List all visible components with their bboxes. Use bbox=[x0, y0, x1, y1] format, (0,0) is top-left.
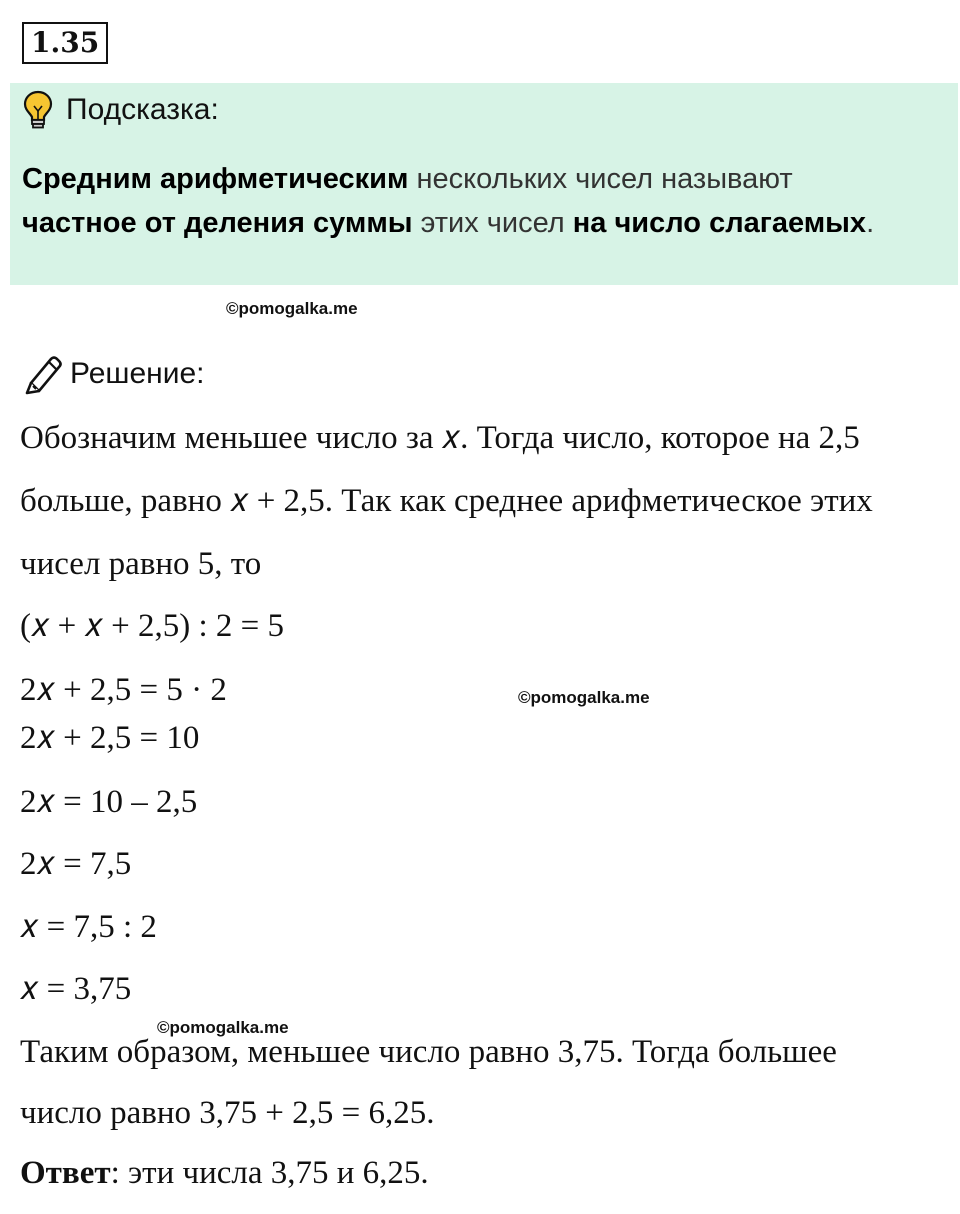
equation-line: 2𝑥 + 2,5 = 10 bbox=[20, 720, 200, 756]
equation-line: 2𝑥 + 2,5 = 5 · 2 bbox=[20, 672, 227, 708]
equation-line: 𝑥 = 7,5 : 2 bbox=[20, 909, 157, 945]
pencil-icon bbox=[22, 353, 64, 395]
solution-line: больше, равно 𝑥 + 2,5. Так как среднее арифметическое этих bbox=[20, 483, 873, 519]
watermark: ©pomogalka.me bbox=[157, 1018, 289, 1037]
answer-text: : эти числа 3,75 и 6,25. bbox=[110, 1155, 429, 1191]
hint-text: Средним арифметическим нескольких чисел называют частное от деления суммы этих чисел на число слагаемых. bbox=[22, 163, 875, 239]
equation-line: 2𝑥 = 7,5 bbox=[20, 846, 132, 882]
conclusion-line: число равно 3,75 + 2,5 = 6,25. bbox=[20, 1095, 435, 1131]
solution-line: чисел равно 5, то bbox=[20, 546, 262, 582]
solution-line: Обозначим меньшее число за 𝑥. Тогда число, которое на 2,5 bbox=[20, 420, 860, 456]
answer-label: Ответ bbox=[20, 1155, 111, 1191]
hint-title bbox=[22, 88, 219, 132]
answer-line bbox=[20, 1155, 429, 1192]
watermark: ©pomogalka.me bbox=[226, 299, 358, 318]
problem-number: 1.35 bbox=[22, 22, 108, 64]
solution-title-text: Решение: bbox=[70, 357, 205, 390]
hint-title-text: Подсказка: bbox=[66, 93, 219, 126]
conclusion-line: Таким образом, меньшее число равно 3,75. Тогда большее bbox=[20, 1034, 837, 1070]
lightbulb-icon bbox=[22, 90, 54, 130]
equation-line: 2𝑥 = 10 – 2,5 bbox=[20, 784, 198, 820]
solution-title bbox=[22, 352, 204, 396]
equation-line: 𝑥 = 3,75 bbox=[20, 971, 132, 1007]
equation-line: (𝑥 + 𝑥 + 2,5) : 2 = 5 bbox=[20, 608, 284, 644]
watermark: ©pomogalka.me bbox=[518, 688, 650, 707]
